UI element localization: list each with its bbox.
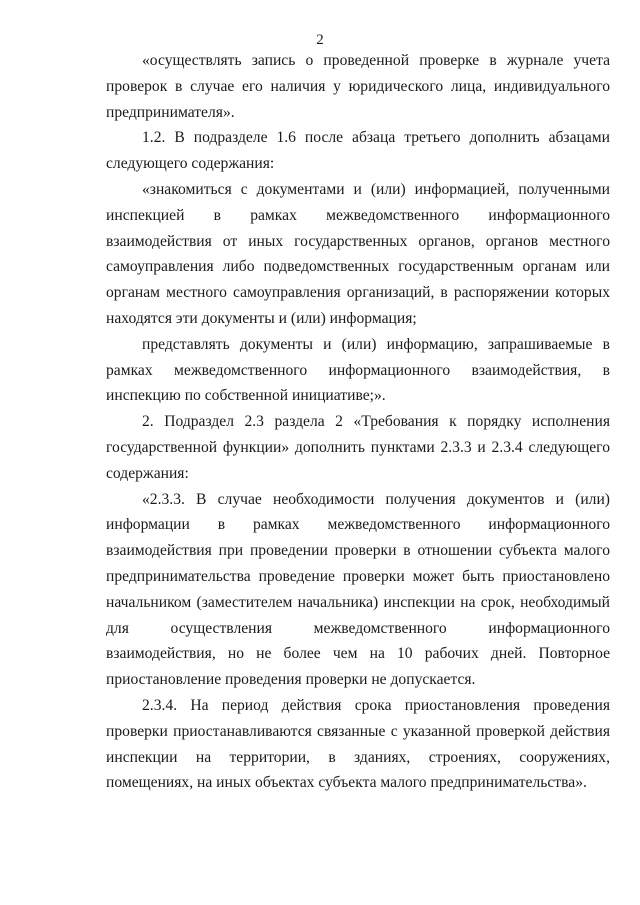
paragraph-item-1-2: 1.2. В подразделе 1.6 после абзаца третьего дополнить абзацами следующего содержания: <box>106 129 610 173</box>
paragraph-quote-familiarize: «знакомиться с документами и (или) информацией, полученными инспекцией в рамках межведомственного информационного взаимодействия от иных государственных органов, органов местного самоуправления либо подведомственных государственным органам или органам местного самоуправления организаций, в распоряжении которых находятся эти документы и (или) информация; <box>106 180 610 327</box>
paragraph-item-2: 2. Подраздел 2.3 раздела 2 «Требования к порядку исполнения государственной функции» дополнить пунктами 2.3.3 и 2.3.4 следующего содержания: <box>106 413 610 482</box>
paragraph-submit-documents: представлять документы и (или) информацию, запрашиваемые в рамках межведомственного информационного взаимодействия, в инспекцию по собственной инициативе;». <box>106 335 610 405</box>
paragraph-item-2-3-4: 2.3.4. На период действия срока приостановления проведения проверки приостанавливаются связанные с указанной проверкой действия инспекции на территории, в зданиях, строениях, сооружениях, помещениях, на иных объектах субъекта малого предпринимательства». <box>106 696 610 792</box>
paragraph-quote-inspection-log: «осуществлять запись о проведенной проверке в журнале учета проверок в случае его наличия у юридического лица, индивидуального предпринимателя». <box>106 52 610 121</box>
paragraph-item-2-3-3: «2.3.3. В случае необходимости получения документов и (или) информации в рамках межведомственного информационного взаимодействия при проведении проверки в отношении субъекта малого предпринимательства проведение проверки может быть приостановлено начальником (заместителем начальника) инспекции на срок, необходимый для осуществления межведомственного информационного взаимодействия, но не более чем на 10 рабочих дней. Повторное приостановление проведения проверки не допускается. <box>106 490 610 689</box>
page-number: 2 <box>316 32 324 48</box>
document-body <box>106 48 610 796</box>
